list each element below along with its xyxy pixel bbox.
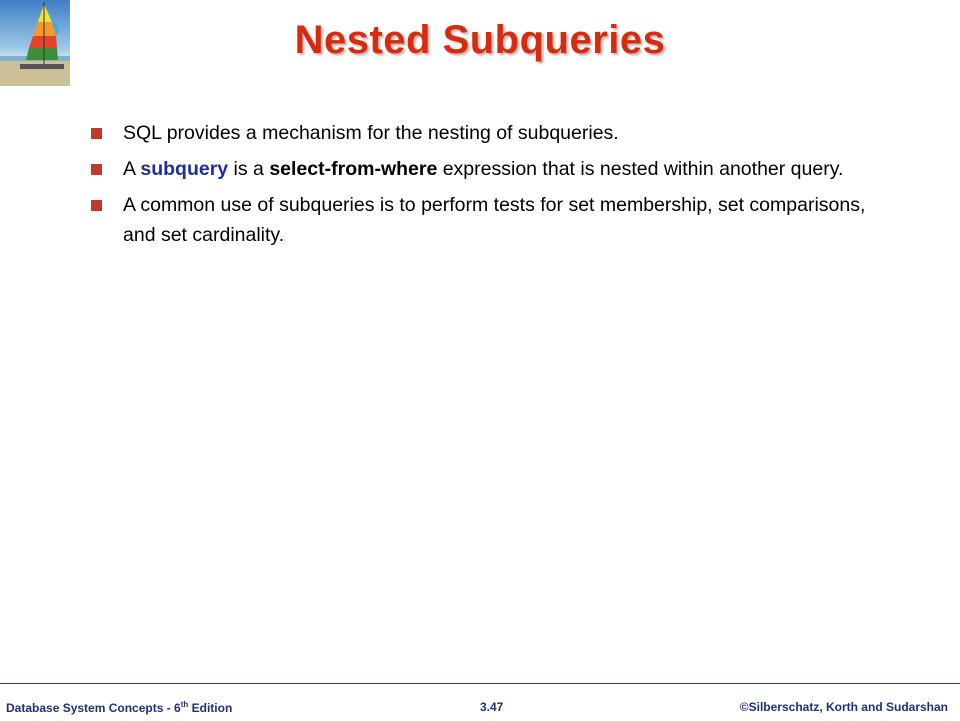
- bullet-item: [91, 190, 881, 250]
- footer-edition-text: Edition: [188, 701, 233, 715]
- square-bullet-icon: [91, 200, 102, 211]
- footer-book-title: [6, 700, 232, 715]
- footer-book-title-text: Database System Concepts - 6: [6, 701, 181, 715]
- square-bullet-icon: [91, 164, 102, 175]
- footer-edition-sup: th: [180, 700, 189, 709]
- page-number: 3.47: [480, 700, 504, 714]
- bullet-text: A: [123, 158, 141, 180]
- square-bullet-icon: [91, 128, 102, 139]
- slide-title: Nested Subqueries: [294, 18, 666, 62]
- keyword-select-from-where: select-from-where: [269, 158, 438, 180]
- bullet-list: [91, 118, 881, 256]
- keyword-subquery: subquery: [140, 158, 229, 180]
- bullet-text: A common use of subqueries is to perform tests for set membership, set comparisons, and set cardinality.: [123, 194, 866, 246]
- bullet-text: SQL provides a mechanism for the nesting of subqueries.: [123, 122, 619, 144]
- bullet-text: is a: [228, 158, 270, 180]
- footer-copyright: ©Silberschatz, Korth and Sudarshan: [739, 700, 948, 714]
- bullet-item: [91, 118, 881, 148]
- bullet-text: expression that is nested within another query.: [437, 158, 844, 180]
- bullet-item: [91, 154, 881, 184]
